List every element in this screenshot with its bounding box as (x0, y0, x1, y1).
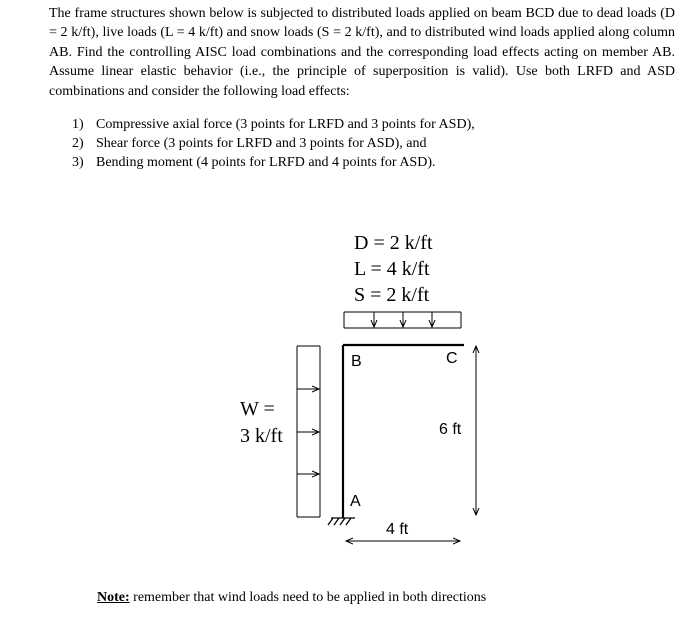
snow-load-label: S = 2 k/ft (354, 284, 430, 306)
width-dimension-label: 4 ft (386, 521, 409, 538)
wind-distributed-load (297, 346, 320, 517)
node-b-label: B (351, 353, 362, 370)
node-a-label: A (350, 493, 361, 510)
note-text: remember that wind loads need to be applied in both directions (129, 590, 487, 605)
dead-load-label: D = 2 k/ft (354, 232, 433, 254)
list-item-number: 2) (72, 136, 84, 151)
note (97, 590, 486, 606)
node-c-label: C (446, 350, 458, 367)
list-item-number: 1) (72, 117, 84, 132)
live-load-label: L = 4 k/ft (354, 258, 430, 280)
list-item-text: Shear force (3 points for LRFD and 3 points for ASD), and (96, 136, 427, 151)
note-label: Note: (97, 590, 130, 605)
list-item-number: 3) (72, 155, 84, 170)
height-dimension-label: 6 ft (439, 421, 462, 438)
wind-load-label: W = (240, 398, 275, 420)
fixed-support-icon (328, 518, 355, 525)
wind-load-value: 3 k/ft (240, 425, 283, 447)
problem-statement: The frame structures shown below is subjected to distributed loads applied on beam BCD due to dead loads (D = 2 k/ft), live loads (L = 4 k/ft) and snow loads (S = 2 k/ft), and to distributed wind loads applied along column AB. Find the controlling AISC load combinations and the corresponding load effects acting on member AB. Assume linear elastic behavior (i.e., the principle of superposition is valid). Use both LRFD and ASD combinations and consider the following load effects: (49, 6, 675, 99)
beam-distributed-load (344, 312, 461, 328)
list-item-text: Bending moment (4 points for LRFD and 4 points for ASD). (96, 155, 436, 170)
list-item-text: Compressive axial force (3 points for LRFD and 3 points for ASD), (96, 117, 475, 132)
